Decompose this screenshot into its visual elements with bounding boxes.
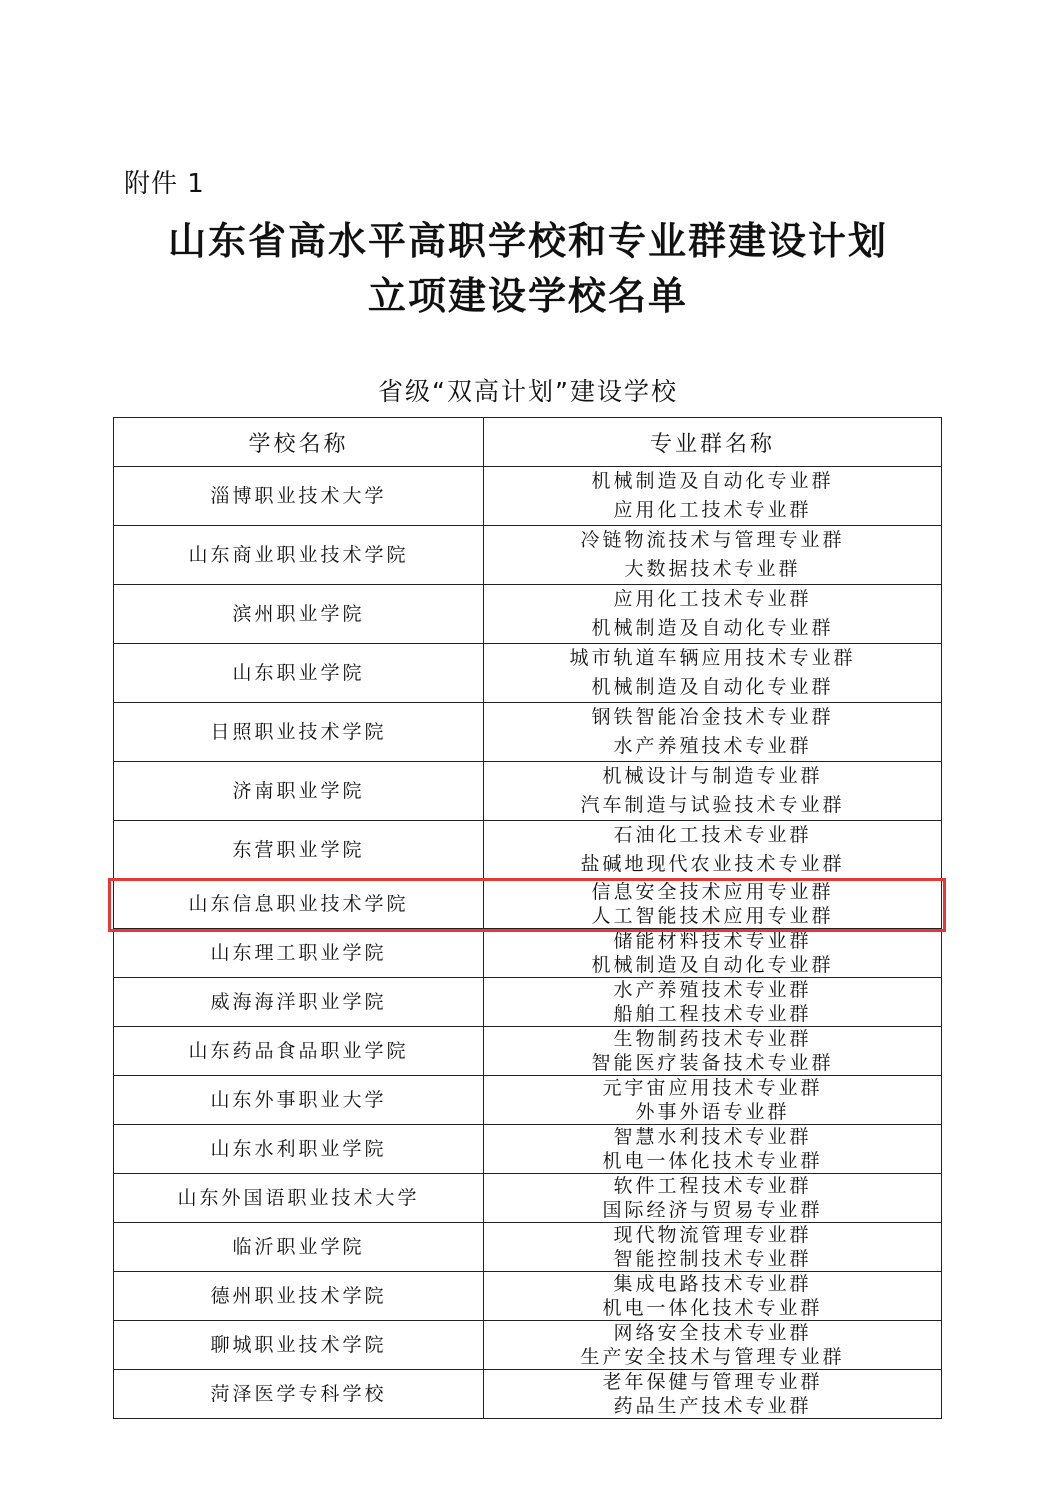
specialty-groups-cell: [484, 1223, 942, 1272]
specialty-group-name: 储能材料技术专业群: [613, 930, 812, 952]
specialty-group-name: 机械制造及自动化专业群: [591, 617, 834, 639]
specialty-group-name: 信息安全技术应用专业群: [591, 881, 834, 903]
specialty-group-name: 现代物流管理专业群: [613, 1224, 812, 1246]
specialty-group-name: 老年保健与管理专业群: [602, 1371, 823, 1393]
table-row: [114, 929, 942, 978]
column-header-school: 学校名称: [114, 418, 484, 467]
table-header-row: [114, 418, 942, 467]
table-row: [114, 821, 942, 880]
table-row: [114, 1174, 942, 1223]
table-row: [114, 978, 942, 1027]
specialty-group-name: 应用化工技术专业群: [613, 588, 812, 610]
school-name-cell: 山东外事职业大学: [114, 1076, 484, 1125]
specialty-group-name: 机械制造及自动化专业群: [591, 676, 834, 698]
specialty-group-name: 外事外语专业群: [635, 1101, 790, 1123]
specialty-groups-cell: [484, 978, 942, 1027]
specialty-group-name: 机电一体化技术专业群: [602, 1297, 823, 1319]
specialty-group-name: 人工智能技术应用专业群: [591, 905, 834, 927]
page-title-line2: 立项建设学校名单: [367, 273, 688, 318]
specialty-group-name: 应用化工技术专业群: [613, 499, 812, 521]
specialty-groups-cell: [484, 644, 942, 703]
specialty-group-name: 船舶工程技术专业群: [613, 1003, 812, 1025]
school-name-cell: 山东药品食品职业学院: [114, 1027, 484, 1076]
specialty-group-name: 水产养殖技术专业群: [613, 735, 812, 757]
table-row: [114, 1223, 942, 1272]
table-row: [114, 762, 942, 821]
specialty-groups-cell: [484, 821, 942, 880]
specialty-group-name: 石油化工技术专业群: [613, 824, 812, 846]
table-row: [114, 880, 942, 929]
school-name-cell: 山东理工职业学院: [114, 929, 484, 978]
specialty-groups-cell: [484, 1076, 942, 1125]
specialty-group-name: 智能医疗装备技术专业群: [591, 1052, 834, 1074]
specialty-groups-cell: [484, 526, 942, 585]
specialty-group-name: 国际经济与贸易专业群: [602, 1199, 823, 1221]
specialty-group-name: 机电一体化技术专业群: [602, 1150, 823, 1172]
specialty-group-name: 药品生产技术专业群: [613, 1395, 812, 1417]
table-row: [114, 1027, 942, 1076]
specialty-groups-cell: [484, 1174, 942, 1223]
school-name-cell: 菏泽医学专科学校: [114, 1370, 484, 1419]
specialty-group-name: 智慧水利技术专业群: [613, 1126, 812, 1148]
table-row: [114, 467, 942, 526]
specialty-group-name: 元宇宙应用技术专业群: [602, 1077, 823, 1099]
specialty-group-name: 生物制药技术专业群: [613, 1028, 812, 1050]
column-header-groups: 专业群名称: [484, 418, 942, 467]
school-table: [113, 417, 942, 1419]
specialty-group-name: 大数据技术专业群: [624, 558, 801, 580]
school-name-cell: 济南职业学院: [114, 762, 484, 821]
specialty-groups-cell: [484, 1272, 942, 1321]
specialty-groups-cell: [484, 703, 942, 762]
specialty-group-name: 钢铁智能冶金技术专业群: [591, 706, 834, 728]
table-row: [114, 703, 942, 762]
specialty-group-name: 集成电路技术专业群: [613, 1273, 812, 1295]
specialty-groups-cell: [484, 585, 942, 644]
specialty-groups-cell: [484, 467, 942, 526]
table-row: [114, 644, 942, 703]
specialty-group-name: 汽车制造与试验技术专业群: [580, 794, 845, 816]
school-name-cell: 山东水利职业学院: [114, 1125, 484, 1174]
table-row: [114, 1321, 942, 1370]
specialty-groups-cell: [484, 1321, 942, 1370]
specialty-groups-cell: [484, 929, 942, 978]
specialty-group-name: 机械设计与制造专业群: [602, 765, 823, 787]
specialty-group-name: 软件工程技术专业群: [613, 1175, 812, 1197]
table-row: [114, 1370, 942, 1419]
school-name-cell: 淄博职业技术大学: [114, 467, 484, 526]
school-name-cell: 山东信息职业技术学院: [114, 880, 484, 929]
table-row: [114, 585, 942, 644]
table-row: [114, 1076, 942, 1125]
school-name-cell: 德州职业技术学院: [114, 1272, 484, 1321]
table-row: [114, 526, 942, 585]
specialty-group-name: 机械制造及自动化专业群: [591, 470, 834, 492]
specialty-groups-cell: [484, 1027, 942, 1076]
table-row: [114, 1125, 942, 1174]
school-name-cell: 威海海洋职业学院: [114, 978, 484, 1027]
specialty-groups-cell: [484, 880, 942, 929]
school-name-cell: 聊城职业技术学院: [114, 1321, 484, 1370]
specialty-group-name: 城市轨道车辆应用技术专业群: [569, 647, 856, 669]
specialty-group-name: 机械制造及自动化专业群: [591, 954, 834, 976]
specialty-group-name: 水产养殖技术专业群: [613, 979, 812, 1001]
attachment-label: 附件 1: [124, 169, 205, 199]
school-name-cell: 山东职业学院: [114, 644, 484, 703]
specialty-groups-cell: [484, 1125, 942, 1174]
specialty-group-name: 冷链物流技术与管理专业群: [580, 529, 845, 551]
specialty-group-name: 盐碱地现代农业技术专业群: [580, 853, 845, 875]
school-name-cell: 滨州职业学院: [114, 585, 484, 644]
specialty-group-name: 网络安全技术专业群: [613, 1322, 812, 1344]
table-subtitle: 省级“双高计划”建设学校: [378, 377, 678, 406]
school-name-cell: 临沂职业学院: [114, 1223, 484, 1272]
specialty-group-name: 智能控制技术专业群: [613, 1248, 812, 1270]
specialty-group-name: 生产安全技术与管理专业群: [580, 1346, 845, 1368]
school-name-cell: 山东外国语职业技术大学: [114, 1174, 484, 1223]
page-title-line1: 山东省高水平高职学校和专业群建设计划: [167, 218, 888, 263]
school-name-cell: 日照职业技术学院: [114, 703, 484, 762]
table-row: [114, 1272, 942, 1321]
school-name-cell: 山东商业职业技术学院: [114, 526, 484, 585]
table-body: [114, 467, 942, 1419]
specialty-groups-cell: [484, 762, 942, 821]
school-name-cell: 东营职业学院: [114, 821, 484, 880]
specialty-groups-cell: [484, 1370, 942, 1419]
